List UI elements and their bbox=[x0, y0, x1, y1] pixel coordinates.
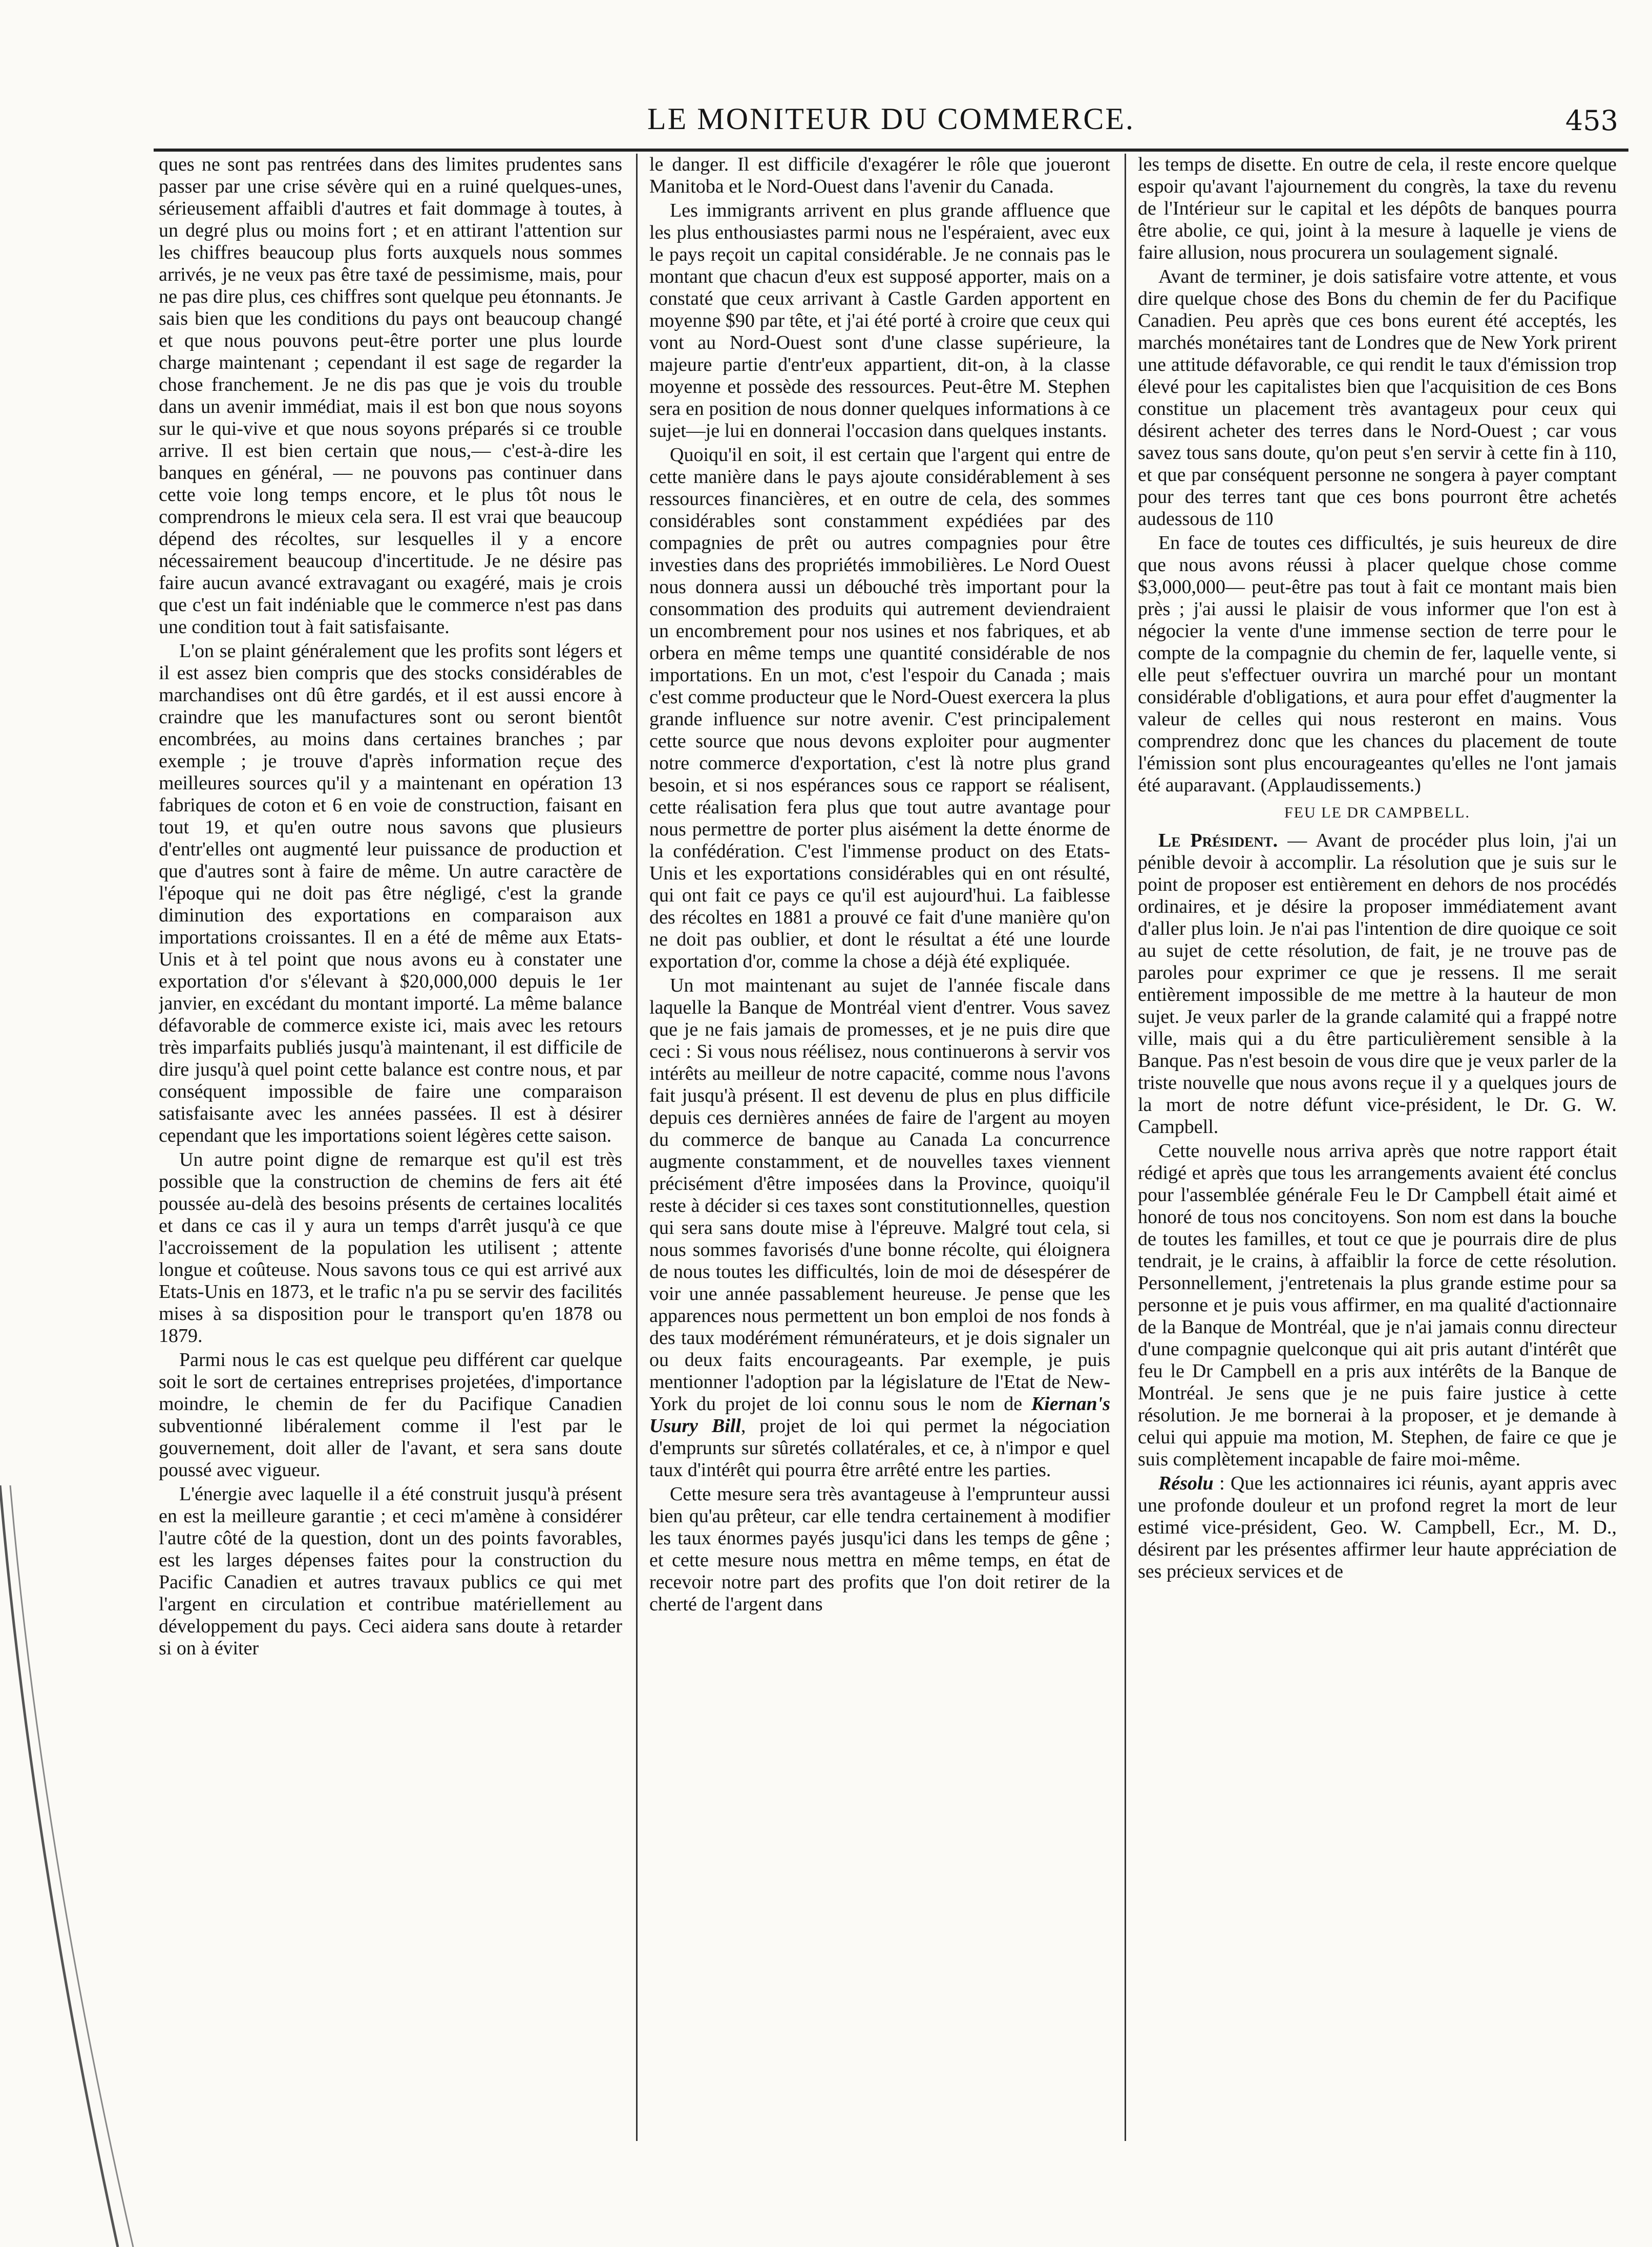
section-heading: FEU LE DR CAMPBELL. bbox=[1284, 804, 1471, 821]
paragraph: Un autre point digne de remarque est qu'il est très possible que la construction de chemins de fers ait été poussée au-delà des besoins présents de certaines localités et dans ce cas il y aura un temps d'arrêt jusqu'à ce que l'accroissement de la population les utilisent ; attente longue et coûteuse. Nous savons tous ce qui est arrivé aux Etats-Unis en 1873, et le trafic n'a pu se servir des facilités mises à sa disposition pour le transport qu'en 1878 ou 1879. bbox=[159, 1149, 622, 1347]
paragraph bbox=[1138, 1473, 1617, 1583]
binding-shadow bbox=[0, 1485, 154, 2247]
paragraph: Cette nouvelle nous arriva après que notre rapport était rédigé et après que tous les arrangements avaient été conclus pour l'assemblée générale Feu le Dr Campbell était aimé et honoré de tous nos concitoyens. Son nom est dans la bouche de toutes les familles, et tout ce que je pourrais dire de plus tendrait, je le crains, à affaiblir la force de cette résolution. Personnellement, j'entretenais la plus grande estime pour sa personne et je puis vous affirmer, en ma qualité d'actionnaire de la Banque de Montréal, que je n'ai jamais connu directeur d'une compagnie quelconque qui ait pris autant d'intérêt que feu le Dr Campbell en a pris aux intérêts de la Banque de Montréal. Je sens que je ne puis faire justice à cette résolution. Je me bornerai à la proposer, et je demande à celui qui appuie ma motion, M. Stephen, de faire ce que je suis complètement incapable de faire moi-même. bbox=[1138, 1140, 1617, 1470]
paragraph-text: , projet de loi qui permet la négociation d'emprunts sur sûretés collatérales, et ce, à n'impor e quel taux d'intérêt qui pourra être arrêté entre les parties. bbox=[649, 1415, 1110, 1481]
paragraph: ques ne sont pas rentrées dans des limites prudentes sans passer par une crise sévère qui en a ruiné quelques-unes, sérieusement affaibli d'autres et fait dommage à toutes, à un degré plus ou moins fort ; et en attirant l'attention sur les chiffres beaucoup plus forts auxquels nous sommes arrivés, je ne veux pas être taxé de pessimisme, mais, pour ne pas dire plus, ces chiffres sont quelque peu étonnants. Je sais bien que les conditions du pays ont beaucoup changé et que nous pouvons peut-être porter une plus lourde charge maintenant ; cependant il est sage de regarder la chose franchement. Je ne dis pas que je vois du trouble dans un avenir immédiat, mais il est bon que nous soyons sur le qui-vive et que nous soyons préparés si ce trouble arrive. Il est bien certain que nous,— c'est-à-dire les banques en général, — ne pouvons pas continuer dans cette voie long temps encore, et le plus tôt nous le comprendrons le mieux cela sera. Il est vrai que beaucoup dépend des récoltes, sur lesquelles il y a encore nécessairement beaucoup d'incertitude. Je ne désire pas faire aucun avancé extravagant ou exagéré, mais je crois que c'est un fait indéniable que le commerce n'est pas dans une condition tout à fait satisfaisante. bbox=[159, 154, 622, 638]
paragraph bbox=[649, 975, 1110, 1481]
bill-name: Kiernan's Usury Bill bbox=[649, 1393, 1110, 1437]
paragraph-text: : Que les actionnaires ici réunis, ayant appris avec une profonde douleur et un profond regret la mort de leur estimé vice-président, Geo. W. Campbell, Ecr., M. D., désirent par les présentes affirmer leur haute appréciation de ses précieux services et de bbox=[1138, 1473, 1617, 1582]
header-rule bbox=[154, 149, 1628, 152]
publication-title: LE MONITEUR DU COMMERCE. bbox=[647, 102, 1135, 136]
paragraph: En face de toutes ces difficultés, je suis heureux de dire que nous avons réussi à placer quelque chose comme $3,000,000— peut-être pas tout à fait ce montant mais bien près ; j'ai aussi le plaisir de vous informer que l'on est à négocier la vente d'une immense section de terre pour le compte de la compagnie du chemin de fer, laquelle vente, si elle peut s'effectuer ouvrira un marché pour un montant considérable d'obligations, et aura pour effet d'augmenter la valeur de celles qui nous resteront en mains. Vous comprendrez donc que les chances du placement de toute l'émission sont plus encourageantes qu'elles ne l'ont jamais été auparavant. (Applaudissements.) bbox=[1138, 532, 1617, 796]
column-2 bbox=[649, 154, 1110, 2141]
paragraph: Les immigrants arrivent en plus grande affluence que les plus enthousiastes parmi nous ne l'espéraient, avec eux le pays reçoit un capital considérable. Je ne connais pas le montant que chacun d'eux est supposé apporter, mais on a constaté que ceux arrivant à Castle Garden apportent en moyenne $90 par tête, et j'ai été porté à croire que ceux qui vont au Nord-Ouest sont d'une classe supérieure, la majeure partie d'entr'eux appartient, dit-on, à la classe moyenne et possède des ressources. Peut-être M. Stephen sera en position de nous donner quelques informations à ce sujet—je lui en donnerai l'occasion dans quelques instants. bbox=[649, 200, 1110, 442]
paragraph: L'on se plaint généralement que les profits sont légers et il est assez bien compris que des stocks considérables de marchandises ont dû être gardés, et il est aussi encore à craindre que les manufactures sont ou seront bientôt encombrées, au moins dans certaines branches ; par exemple ; je trouve d'après information reçue des meilleures sources qu'il y a maintenant en opération 13 fabriques de coton et 6 en voie de construction, faisant en tout 19, et qu'en outre nous savons que plusieurs d'entr'elles ont augmenté leur puissance de production et que d'autres sont à faire de même. Un autre caractère de l'époque qui ne doit pas être négligé, c'est la grande diminution des exportations en comparaison aux importations croissantes. Il en a été de même aux Etats-Unis et à tel point que nous avons eu à constater une exportation d'or s'élevant à $20,000,000 depuis le 1er janvier, en excédant du montant importé. La même balance défavorable de commerce existe ici, mais avec les retours très imparfaits publiés jusqu'à maintenant, il est difficile de dire jusqu'à quel point cette balance est contre nous, et par conséquent impossible de faire une comparaison satisfaisante avec les années passées. Il est à désirer cependant que les importations soient légères cette saison. bbox=[159, 640, 622, 1146]
column-divider bbox=[636, 154, 638, 2141]
paragraph: Avant de terminer, je dois satisfaire votre attente, et vous dire quelque chose des Bons du chemin de fer du Pacifique Canadien. Peu après que ces bons eurent été acceptés, les marchés monétaires tant de Londres que de New York prirent une attitude défavorable, ce qui rendit le taux d'émission trop élevé pour les capitalistes bien que l'acquisition de ces Bons constitue un placement très avantageux pour ceux qui désirent acheter des terres dans le Nord-Ouest ; car vous savez tous sans doute, qu'on peut s'en servir à cette fin à 110, et que par conséquent personne ne songera à payer comptant pour des terres tant que ces bons pourront être achetés audessous de 110 bbox=[1138, 266, 1617, 530]
resolution-label: Résolu bbox=[1158, 1473, 1214, 1494]
paragraph: Parmi nous le cas est quelque peu différent car quelque soit le sort de certaines entreprises projetées, d'importance moindre, le chemin de fer du Pacifique Canadien subventionné libéralement comme il l'est par le gouvernement, doit aller de l'avant, et sera sans doute poussé avec vigueur. bbox=[159, 1349, 622, 1481]
paragraph: les temps de disette. En outre de cela, il reste encore quelque espoir qu'avant l'ajournement du congrès, la taxe du revenu de l'Intérieur sur le capital et les dépôts de banques pourra être abolie, ce qui, joint à la mesure à laquelle je viens de faire allusion, nous procurera un soulagement signalé. bbox=[1138, 154, 1617, 263]
paragraph-text: Un mot maintenant au sujet de l'année fiscale dans laquelle la Banque de Montréal vient d'entrer. Vous savez que je ne fais jamais de promesses, et je ne puis dire que ceci : Si vous nous réélisez, nous continuerons à servir vos intérêts au meilleur de notre capacité, comme nous l'avons fait jusqu'à présent. Il est devenu de plus en plus difficile depuis ces dernières années de faire de l'argent au moyen du commerce de banque au Canada La concurrence augmente constamment, et de nouvelles taxes viennent précisément d'être imposées dans la Province, quoiqu'il reste à décider si ces taxes sont constitutionnelles, question qui sera sans doute mise à l'épreuve. Malgré tout cela, si nous sommes favorisés d'une bonne récolte, qui éloignera de nous toutes les difficultés, loin de moi de désespérer de voir une année passablement heureuse. Je pense que les apparences nous permettent un bon emploi de nos fonds à des taux modérément rémunérateurs, et je dois signaler un ou deux faits encourageants. Par exemple, je puis mentionner l'adoption par la législature de l'Etat de New-York du projet de loi connu sous le nom de bbox=[649, 975, 1110, 1415]
paragraph: le danger. Il est difficile d'exagérer le rôle que joueront Manitoba et le Nord-Ouest dans l'avenir du Canada. bbox=[649, 154, 1110, 197]
paragraph: Cette mesure sera très avantageuse à l'emprunteur aussi bien qu'au prêteur, car elle tendra certainement à modifier les taux énormes payés jusqu'ici dans les temps de gêne ; et cette mesure nous mettra en même temps, en état de recevoir notre part des profits que l'on doit retirer de la cherté de l'argent dans bbox=[649, 1483, 1110, 1615]
paragraph bbox=[1138, 830, 1617, 1138]
column-1 bbox=[159, 154, 622, 2141]
paragraph: Quoiqu'il en soit, il est certain que l'argent qui entre de cette manière dans le pays ajoute considérablement à ses ressources financières, et en outre de cela, des sommes considérables sont constamment expédiées par des compagnies de prêt ou autres compagnies pour être investies dans des propriétés immobilières. Le Nord Ouest nous donnera aussi un débouché très important pour la consommation des produits qui autrement deviendraient un encombrement pour nos usines et nos fabriques, et ab orbera en même temps une quantité considérable de nos importations. En un mot, c'est l'espoir du Canada ; mais c'est comme producteur que le Nord-Ouest exercera la plus grande influence sur notre avenir. C'est principalement cette source que nous devons exploiter pour augmenter notre commerce d'exportation, c'est là notre plus grand besoin, et si nos espérances sous ce rapport se réalisent, cette réalisation fera plus que tout autre avantage pour nous permettre de porter plus aisément la dette énorme de la confédération. C'est l'immense product on des Etats-Unis et les exportations considérables qui en ont résulté, qui ont fait ce pays ce qu'il est aujourd'hui. La faiblesse des récoltes en 1881 a prouvé ce fait d'une manière qu'on ne doit pas oublier, et dont le résultat a été une lourde exportation d'or, comme la chose a déjà été expliquée. bbox=[649, 444, 1110, 972]
page-number: 453 bbox=[1565, 104, 1618, 137]
column-divider bbox=[1125, 154, 1126, 2141]
page-header bbox=[154, 97, 1628, 138]
paragraph: L'énergie avec laquelle il a été construit jusqu'à présent en est la meilleure garantie ; et ceci m'amène à considérer l'autre côté de la question, dont un des points favorables, est les larges dépenses faites pour la construction du Pacific Canadien et autres travaux publics ce qui met l'argent en circulation et contribue matériellement au développement du pays. Ceci aidera sans doute à retarder si on à éviter bbox=[159, 1483, 622, 1659]
column-3 bbox=[1138, 154, 1617, 2141]
paragraph-text: — Avant de procéder plus loin, j'ai un pénible devoir à accomplir. La résolution que je suis sur le point de proposer est entièrement en dehors de nos procédés ordinaires, et je désire la proposer immédiatement avant d'aller plus loin. Je n'ai pas l'intention de dire quoique ce soit au sujet de cette résolution, de fait, je ne trouve pas de paroles pour exprimer ce que je ressens. Il me serait entièrement impossible de me mettre à la hauteur de mon sujet. Je veux parler de la grande calamité qui a frappé notre ville, mais qui a du être particulièrement sensible à la Banque. Pas n'est besoin de vous dire que je veux parler de la triste nouvelle que nous avons reçue il y a quelques jours de la mort de notre défunt vice-président, le Dr. G. W. Campbell. bbox=[1138, 830, 1617, 1138]
speaker-label: Le Président. bbox=[1158, 830, 1278, 851]
